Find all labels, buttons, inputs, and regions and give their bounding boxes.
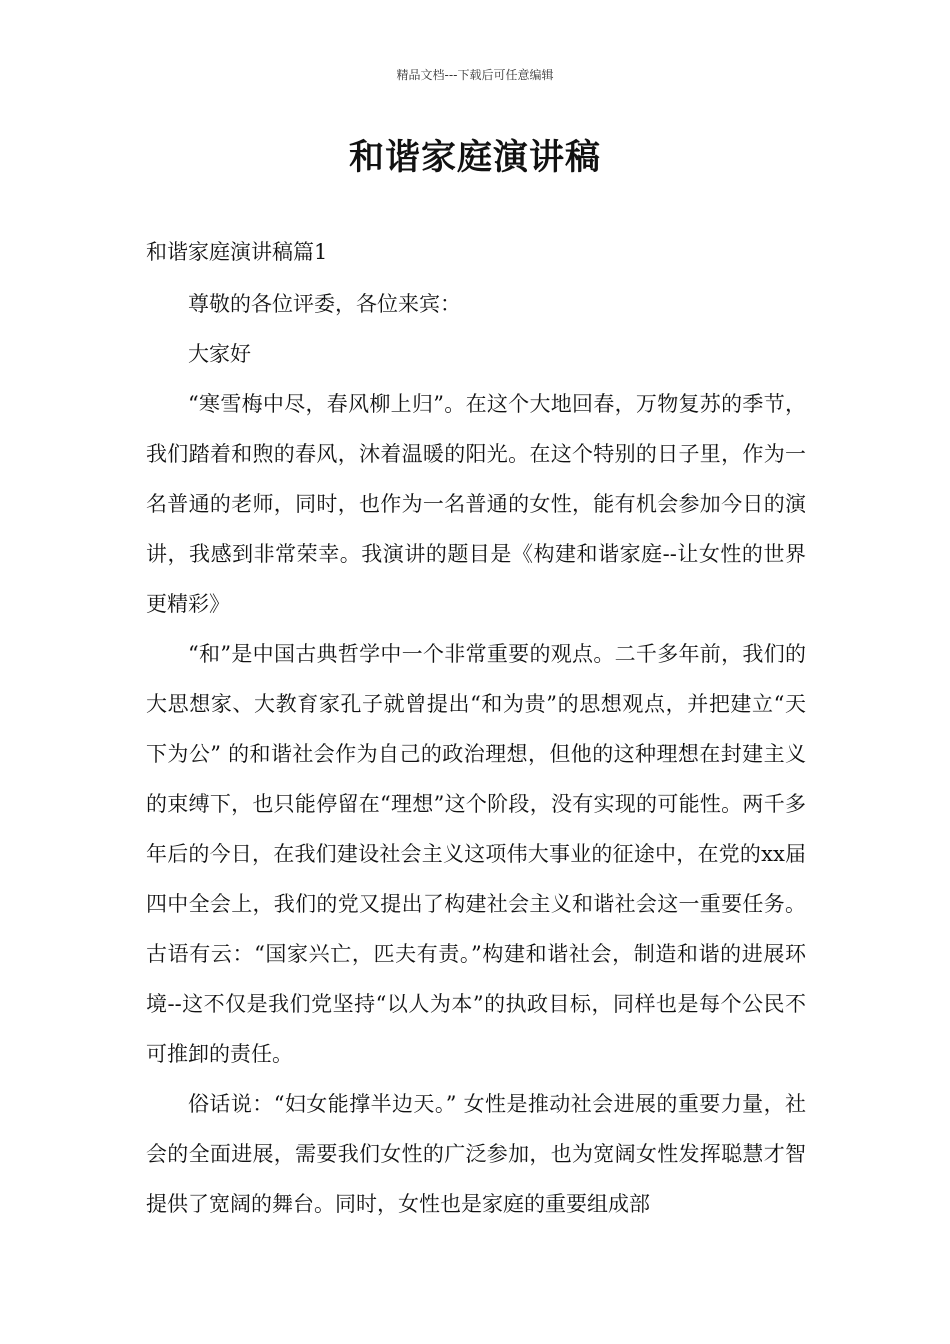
paragraph-salutation: 尊敬的各位评委，各位来宾： — [188, 292, 461, 316]
section-heading: 和谐家庭演讲稿篇1 — [146, 240, 328, 264]
document-body — [146, 279, 806, 1229]
page-header-watermark: 精品文档---下载后可任意编辑 — [396, 68, 554, 82]
document-title: 和谐家庭演讲稿 — [348, 138, 601, 178]
paragraph-women-role: 俗话说：“妇女能撑半边天。” 女性是推动社会进展的重要力量，社会的全面进展，需要我们女性的广泛参加，也为宽阔女性发挥聪慧才智提供了宽阔的舞台。同时，女性也是家庭的重要组成部 — [146, 1092, 806, 1216]
paragraph-harmony-concept: “和”是中国古典哲学中一个非常重要的观点。二千多年前，我们的大思想家、大教育家孔子就曾提出“和为贵”的思想观点，并把建立“天下为公” 的和谐社会作为自己的政治理想，但他的这种理想在封建主义的束缚下，也只能停留在“理想”这个阶段，没有实现的可能性。两千多年后的今日，在我们建设社会主义这项伟大事业的征途中，在党的xx届四中全会上，我们的党又提出了构建社会主义和谐社会这一重要任务。古语有云：“国家兴亡，匹夫有责。”构建和谐社会，制造和谐的进展环境--这不仅是我们党坚持“以人为本”的执政目标，同样也是每个公民不可推卸的责任。 — [146, 642, 806, 1066]
paragraph-greeting: 大家好 — [188, 342, 251, 366]
paragraph-opening: “寒雪梅中尽，春风柳上归”。在这个大地回春，万物复苏的季节，我们踏着和煦的春风，沐着温暖的阳光。在这个特别的日子里，作为一名普通的老师，同时，也作为一名普通的女性，能有机会参加今日的演讲，我感到非常荣幸。我演讲的题目是《构建和谐家庭--让女性的世界更精彩》 — [146, 392, 806, 616]
